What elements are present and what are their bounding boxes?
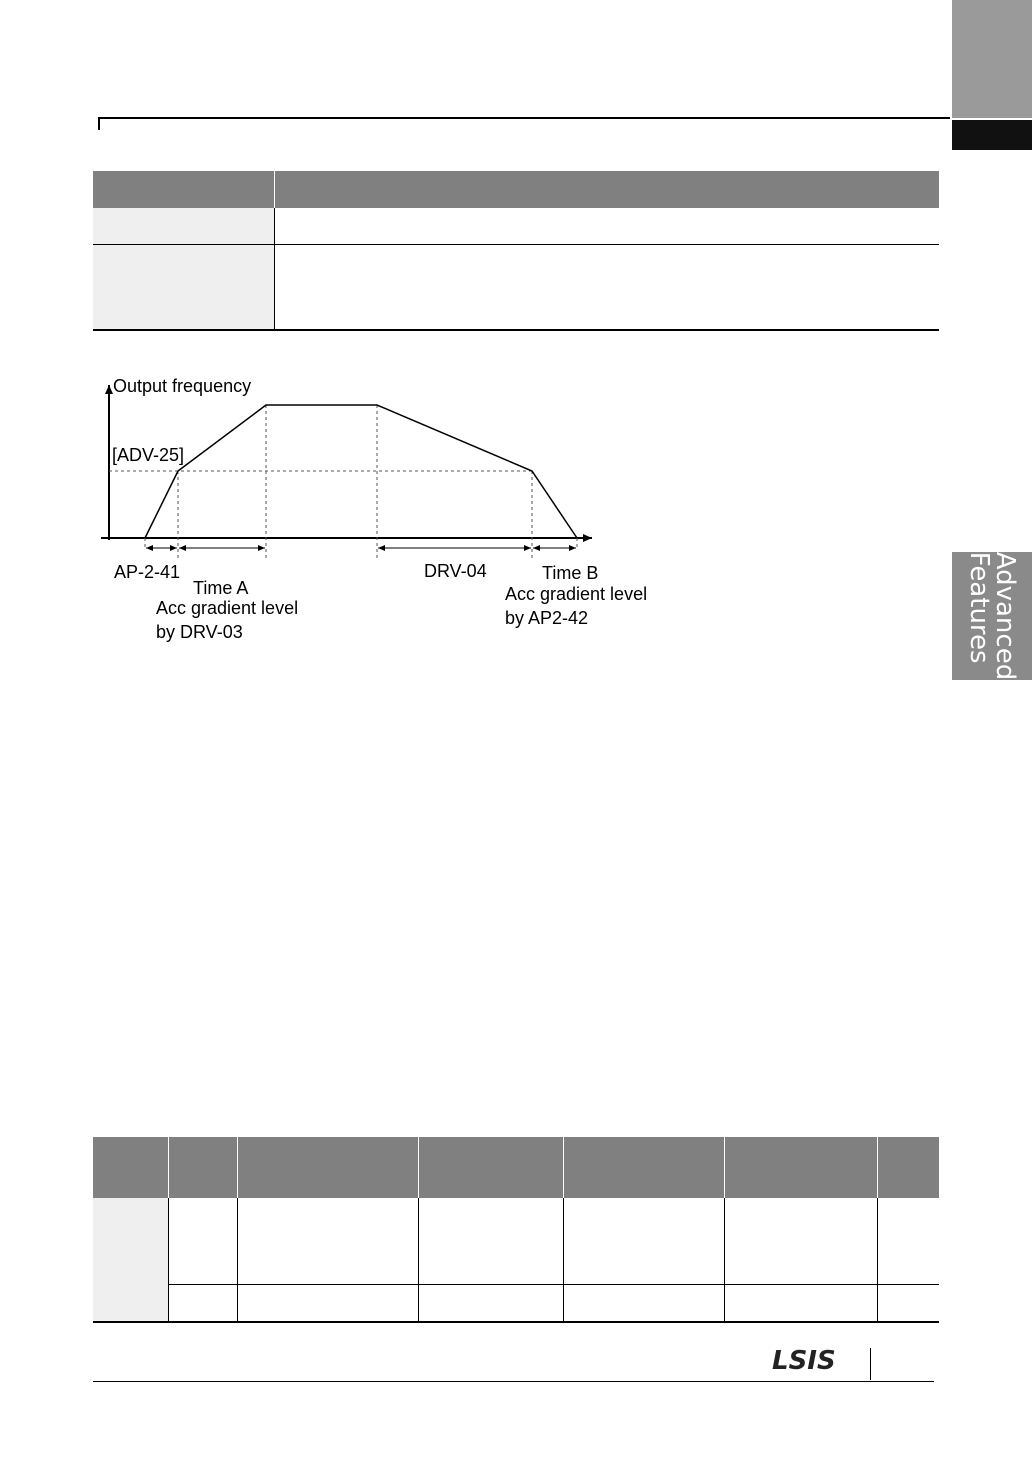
acc-b-label-line1: Acc gradient level — [505, 584, 648, 604]
table2-header-divider — [168, 1137, 169, 1198]
table2-column-rule — [418, 1198, 419, 1322]
header-rule — [98, 117, 950, 119]
footer-divider — [870, 1348, 871, 1380]
table2-column-rule — [724, 1198, 725, 1322]
header-tick — [98, 117, 100, 130]
table2-column-rule — [563, 1198, 564, 1322]
acc-a-label-line1: Acc gradient level — [156, 598, 299, 618]
table1-header — [93, 171, 939, 208]
company-logo — [770, 1344, 855, 1374]
section-side-tab-label — [966, 552, 1018, 680]
y-axis-label: Output frequency — [113, 376, 252, 396]
time-a-label: Time A — [193, 578, 249, 598]
side-tab-line1: Advanced — [990, 551, 1020, 681]
section-side-tab[interactable] — [952, 552, 1032, 680]
table2-bottom-rule — [93, 1321, 939, 1323]
table2-header-divider — [877, 1137, 878, 1198]
chapter-tab-top — [952, 0, 1032, 118]
acc-b-label-line2: by AP2-42 — [505, 608, 589, 628]
table1-bottom-rule — [93, 329, 939, 331]
table1-header-divider — [274, 171, 275, 208]
table2-first-column — [93, 1198, 168, 1322]
footer-rule — [93, 1381, 934, 1382]
ap2-41-label: AP-2-41 — [114, 562, 181, 582]
time-b-label: Time B — [542, 563, 599, 583]
side-tab-line2: Features — [964, 551, 994, 664]
guide-lines — [109, 405, 577, 560]
table1-first-column — [93, 208, 274, 329]
table2-header-divider — [724, 1137, 725, 1198]
frequency-profile-diagram — [0, 360, 700, 680]
table1-row-rule — [93, 244, 939, 245]
table2-header-divider — [418, 1137, 419, 1198]
table2-row-rule — [168, 1284, 939, 1285]
table2-header-divider — [563, 1137, 564, 1198]
table2-header-divider — [237, 1137, 238, 1198]
table2-column-rule — [168, 1198, 169, 1322]
drv-04-label: DRV-04 — [424, 561, 487, 581]
acc-a-label-line2: by DRV-03 — [156, 622, 243, 642]
chapter-tab-marker — [952, 120, 1032, 150]
table2-column-rule — [877, 1198, 878, 1322]
table2-column-rule — [237, 1198, 238, 1322]
company-logo-text: LSIS — [772, 1346, 836, 1374]
table1-column-rule — [274, 208, 275, 329]
level-label: [ADV-25] — [112, 445, 185, 465]
table2-header — [93, 1137, 939, 1198]
